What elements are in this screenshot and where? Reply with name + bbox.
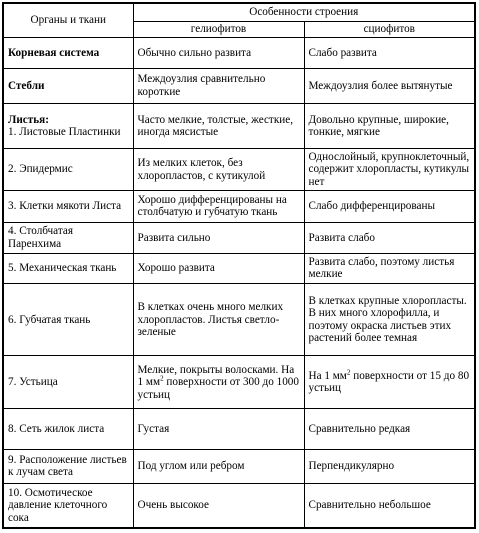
table-row xyxy=(3,37,475,69)
helio-cell: В клетках очень много мелких хлоропластов. Листья светло-зеленые xyxy=(133,284,304,356)
scio-cell: Сравнительно небольшое xyxy=(304,483,475,528)
header-sciophytes: сциофитов xyxy=(304,21,475,37)
helio-cell: Часто мелкие, толстые, жесткие, иногда мясистые xyxy=(133,103,304,149)
scio-cell: Однослойный, крупноклеточный, содержит хлоропласты, кутикулы нет xyxy=(304,149,475,190)
plant-structure-table xyxy=(2,2,476,529)
table-row xyxy=(3,356,475,409)
organ-cell: 8. Сеть жилок листа xyxy=(3,409,133,450)
organ-cell xyxy=(3,103,133,149)
organ-cell: 2. Эпидермис xyxy=(3,149,133,190)
helio-cell: Хорошо дифференцированы на столбчатую и губчатую ткань xyxy=(133,190,304,223)
header-row xyxy=(3,3,475,21)
helio-cell: Развита сильно xyxy=(133,223,304,254)
organ-cell: 3. Клетки мякоти Листа xyxy=(3,190,133,223)
organ-cell: 10. Осмотическое давление клеточного сока xyxy=(3,483,133,528)
table-row xyxy=(3,284,475,356)
table-row xyxy=(3,223,475,254)
header-heliophytes: гелиофитов xyxy=(133,21,304,37)
helio-cell: Мелкие, покрыты волосками. На 1 $мм^2$ поверхности от 300 до 1000 устьиц xyxy=(133,356,304,409)
organ-cell: 4. Столбчатая Паренхима xyxy=(3,223,133,254)
scio-cell: Слабо дифференцированы xyxy=(304,190,475,223)
organ-cell: 9. Расположение листьев к лучам света xyxy=(3,450,133,484)
scio-cell: На 1 $мм^2$ поверхности от 15 до 80 устьиц xyxy=(304,356,475,409)
scio-cell: Сравнительно редкая xyxy=(304,409,475,450)
table-row xyxy=(3,450,475,484)
scio-cell: Перпендикулярно xyxy=(304,450,475,484)
table-row xyxy=(3,69,475,104)
scio-cell: Довольно крупные, широкие, тонкие, мягкие xyxy=(304,103,475,149)
helio-cell: Густая xyxy=(133,409,304,450)
helio-cell: Под углом или ребром xyxy=(133,450,304,484)
organ-label: 1. Листовые Пластинки xyxy=(8,126,121,139)
organ-cell: 5. Механическая ткань xyxy=(3,253,133,284)
table-row xyxy=(3,409,475,450)
table-row xyxy=(3,149,475,190)
header-features: Особенности строения xyxy=(133,3,475,21)
scio-cell: В клетках крупные хлоропласты. В них много хлорофилла, и поэтому окраска листьев этих растений более темная xyxy=(304,284,475,356)
helio-cell: Междоузлия сравнительно короткие xyxy=(133,69,304,104)
organ-cell: Корневая система xyxy=(3,37,133,69)
organ-group-title: Листья: xyxy=(8,113,49,126)
table-row xyxy=(3,190,475,223)
organ-cell: 6. Губчатая ткань xyxy=(3,284,133,356)
helio-cell: Очень высокое xyxy=(133,483,304,528)
organ-cell: Стебли xyxy=(3,69,133,104)
table-row xyxy=(3,103,475,149)
scio-cell: Междоузлия более вытянутые xyxy=(304,69,475,104)
scio-cell: Развита слабо xyxy=(304,223,475,254)
table-row xyxy=(3,483,475,528)
helio-cell: Хорошо развита xyxy=(133,253,304,284)
helio-cell: Из мелких клеток, без хлоропластов, с кутикулой xyxy=(133,149,304,190)
organ-cell: 7. Устьица xyxy=(3,356,133,409)
scio-cell: Развита слабо, поэтому листья мелкие xyxy=(304,253,475,284)
header-organs: Органы и ткани xyxy=(3,3,133,37)
scio-cell: Слабо развита xyxy=(304,37,475,69)
helio-cell: Обычно сильно развита xyxy=(133,37,304,69)
table-row xyxy=(3,253,475,284)
